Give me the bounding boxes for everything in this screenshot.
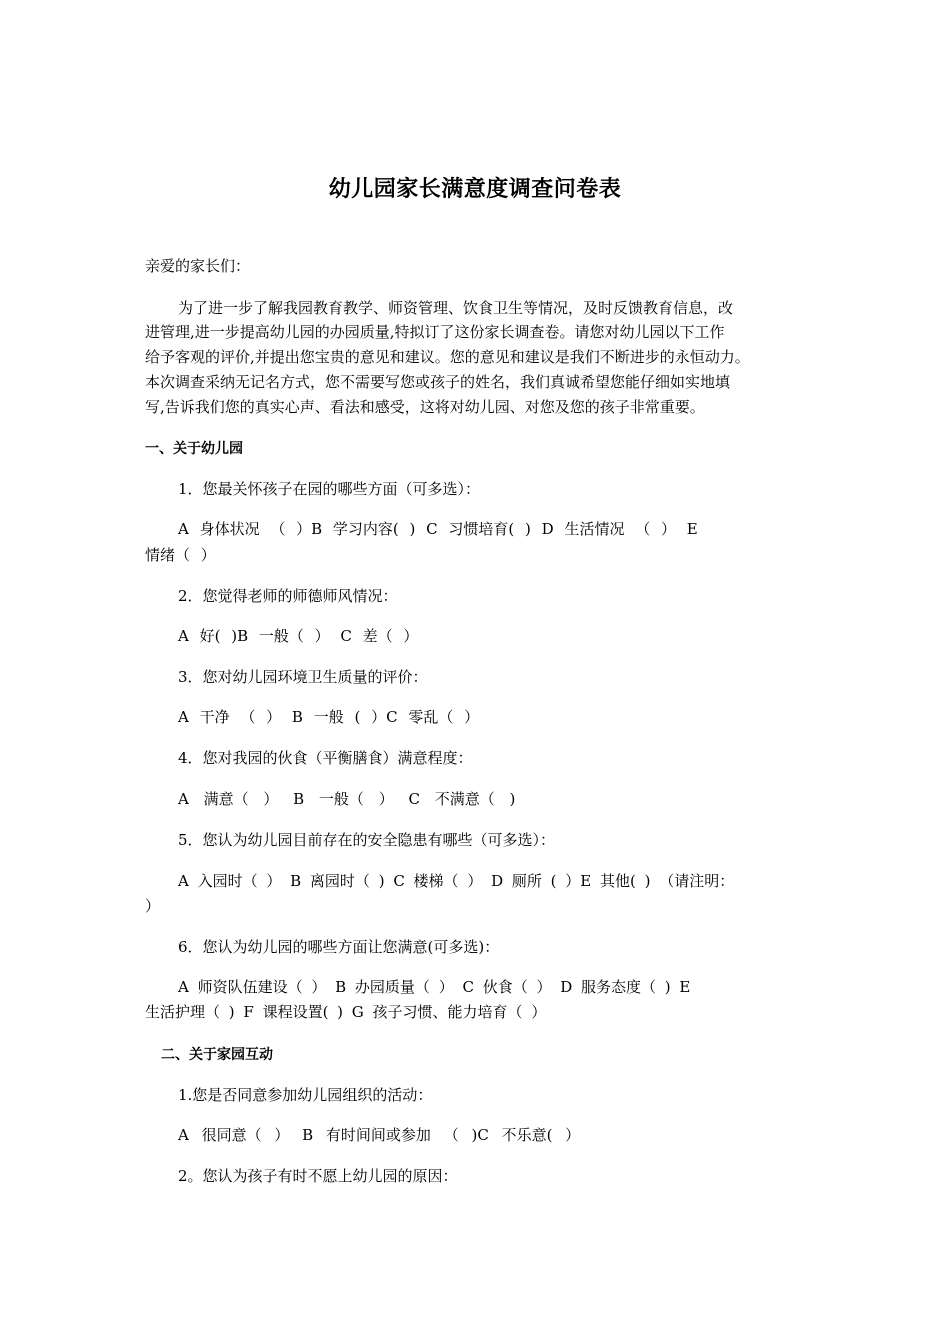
question-text: 3．您对幼儿园环境卫生质量的评价： — [178, 668, 428, 686]
answer-options: 生活护理（ ) F 课程设置( ) G 孩子习惯、能力培育（ ） — [145, 1003, 547, 1021]
answer-options: A 很同意（ ） B 有时间间或参加 （ )C 不乐意( ） — [178, 1126, 581, 1144]
question-text: 4．您对我园的伙食（平衡膳食）满意程度： — [178, 749, 473, 767]
question-text: 1.您是否同意参加幼儿园组织的活动： — [178, 1086, 433, 1104]
answer-options: A 入园时（ ） B 离园时（ ) C 楼梯（ ） D 厕所 ( ）E 其他( ) （请注明： — [178, 872, 735, 890]
question-text: 1．您最关怀孩子在园的哪些方面（可多选）： — [178, 480, 481, 498]
intro-line: 为了进一步了解我园教育教学、师资管理、饮食卫生等情况，及时反馈教育信息，改 — [178, 299, 734, 317]
answer-options: A 师资队伍建设（ ） B 办园质量（ ） C 伙食（ ） D 服务态度（ ) E — [178, 978, 691, 996]
answer-options: A 干净 （ ） B 一般 ( ）C 零乱（ ） — [178, 708, 480, 726]
answer-options: ） — [145, 897, 161, 915]
document-title: 幼儿园家长满意度调查问卷表 — [328, 177, 622, 202]
section-heading: 一、关于幼儿园 — [145, 441, 243, 457]
question-text: 5．您认为幼儿园目前存在的安全隐患有哪些（可多选）： — [178, 831, 556, 849]
question-text: 2。您认为孩子有时不愿上幼儿园的原因： — [178, 1167, 458, 1185]
question-text: 6．您认为幼儿园的哪些方面让您满意(可多选)： — [178, 938, 500, 956]
intro-line: 本次调查采纳无记名方式，您不需要写您或孩子的姓名，我们真诚希望您能仔细如实地填 — [145, 373, 731, 391]
intro-line: 给予客观的评价,并提出您宝贵的意见和建议。您的意见和建议是我们不断进步的永恒动力。 — [145, 348, 750, 366]
intro-line: 写,告诉我们您的真实心声、看法和感受，这将对幼儿园、对您及您的孩子非常重要。 — [145, 398, 705, 416]
answer-options: A 身体状况 （ ）B 学习内容( ) C 习惯培育( ) D 生活情况 （ ） E — [178, 520, 698, 538]
answer-options: A 满意（ ） B 一般（ ） C 不满意（ ) — [178, 790, 516, 808]
intro-line: 进管理,进一步提高幼儿园的办园质量,特拟订了这份家长调查卷。请您对幼儿园以下工作 — [145, 323, 725, 341]
answer-options: A 好( )B 一般（ ） C 差（ ） — [178, 627, 419, 645]
answer-options: 情绪（ ） — [145, 546, 216, 564]
question-text: 2．您觉得老师的师德师风情况： — [178, 587, 398, 605]
section-heading: 二、关于家园互动 — [161, 1047, 273, 1063]
greeting: 亲爱的家长们： — [145, 257, 251, 275]
